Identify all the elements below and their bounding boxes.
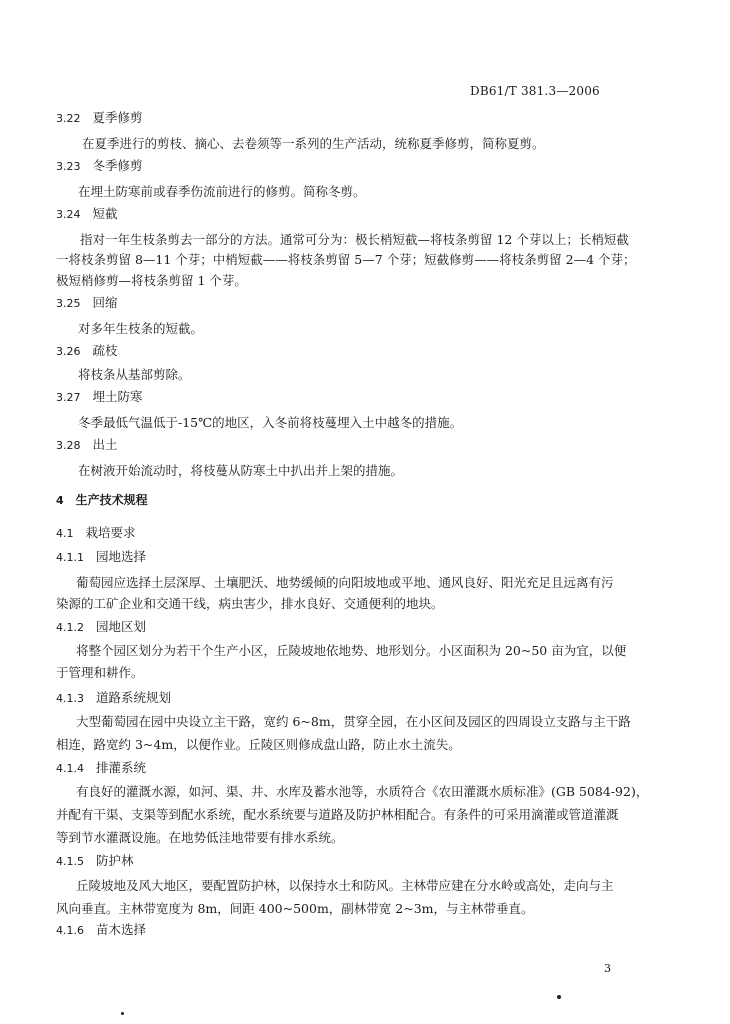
- clause-heading: [56, 204, 118, 222]
- clause-text: 一将枝条剪留 8—11 个芽；中梢短截——将枝条剪留 5—7 个芽；短截修剪——将枝条剪留 2—4 个芽；: [56, 252, 636, 267]
- clause-text: 丘陵坡地及风大地区，要配置防护林，以保持水土和防风。主林带应建在分水岭或高处，走向与主: [76, 878, 614, 893]
- clause-text: 将整个园区划分为若干个生产小区，丘陵坡地依地势、地形划分。小区面积为 20~50 亩为宜，以便: [76, 643, 627, 658]
- chapter-heading: [56, 491, 148, 508]
- clause-heading: [56, 851, 134, 869]
- clause-text: 在夏季进行的剪枝、摘心、去卷须等一系列的生产活动，统称夏季修剪，简称夏剪。: [82, 136, 545, 151]
- clause-heading: [56, 920, 146, 938]
- clause-heading: [56, 617, 146, 635]
- clause-heading: [56, 293, 118, 311]
- clause-text: 冬季最低气温低于-15℃的地区，入冬前将枝蔓埋入土中越冬的措施。: [78, 415, 463, 430]
- clause-title: 防护林: [96, 853, 134, 868]
- clause-text: 将枝条从基部剪除。: [78, 367, 191, 382]
- clause-number: 3.26: [56, 345, 81, 358]
- scan-speck: [557, 995, 561, 999]
- clause-title: 出土: [92, 437, 118, 452]
- document-id: DB61/T 381.3—2006: [470, 84, 600, 98]
- chapter-title: 生产技术规程: [75, 493, 148, 507]
- clause-number: 4.1.2: [56, 621, 84, 634]
- clause-title: 夏季修剪: [92, 110, 143, 125]
- clause-text: 相连，路宽约 3~4m，以便作业。丘陵区则修成盘山路，防止水土流失。: [56, 737, 461, 752]
- clause-text: 风向垂直。主林带宽度为 8m，间距 400~500m，副林带宽 2~3m，与主林带垂直。: [56, 901, 534, 916]
- clause-title: 园地选择: [96, 549, 147, 564]
- scan-speck: [121, 1012, 124, 1015]
- clause-number: 3.22: [56, 112, 81, 125]
- clause-heading: [56, 523, 136, 541]
- clause-text: 在树液开始流动时，将枝蔓从防寒土中扒出并上架的措施。: [78, 463, 404, 478]
- clause-title: 排灌系统: [96, 760, 147, 775]
- page-number: 3: [604, 962, 611, 975]
- clause-text: 葡萄园应选择土层深厚、土壤肥沃、地势缓倾的向阳坡地或平地、通风良好、阳光充足且远离有污: [76, 575, 614, 590]
- clause-text: 极短梢修剪—将枝条剪留 1 个芽。: [56, 273, 247, 288]
- clause-heading: [56, 688, 171, 706]
- clause-heading: [56, 108, 143, 126]
- clause-heading: [56, 341, 118, 359]
- clause-heading: [56, 547, 146, 565]
- clause-text: 等到节水灌溉设施。在地势低洼地带要有排水系统。: [56, 830, 344, 845]
- clause-heading: [56, 435, 118, 453]
- clause-title: 栽培要求: [85, 525, 136, 540]
- clause-number: 3.27: [56, 391, 81, 404]
- clause-title: 回缩: [92, 295, 118, 310]
- clause-number: 3.25: [56, 297, 81, 310]
- clause-title: 短截: [92, 206, 118, 221]
- clause-text: 有良好的灌溉水源，如河、渠、井、水库及蓄水池等，水质符合《农田灌溉水质标准》(GB 5084-92)，: [76, 784, 649, 799]
- clause-text: 并配有干渠、支渠等到配水系统，配水系统要与道路及防护林相配合。有条件的可采用滴灌或管道灌溉: [56, 807, 619, 822]
- clause-text: 染源的工矿企业和交通干线，病虫害少，排水良好、交通便利的地块。: [56, 596, 444, 611]
- clause-title: 疏枝: [92, 343, 118, 358]
- clause-text: 大型葡萄园在园中央设立主干路，宽约 6~8m，贯穿全园，在小区间及园区的四周设立支路与主干路: [76, 714, 631, 729]
- clause-text: 对多年生枝条的短截。: [78, 321, 204, 336]
- clause-number: 4.1.4: [56, 762, 84, 775]
- clause-heading: [56, 387, 143, 405]
- clause-title: 苗木选择: [96, 922, 147, 937]
- clause-text: 指对一年生枝条剪去一部分的方法。通常可分为：极长梢短截—将枝条剪留 12 个芽以上；长梢短截: [80, 232, 629, 247]
- clause-number: 4.1.5: [56, 855, 84, 868]
- clause-number: 4.1: [56, 527, 74, 540]
- clause-heading: [56, 758, 146, 776]
- clause-number: 4.1.1: [56, 551, 84, 564]
- clause-number: 3.24: [56, 208, 81, 221]
- clause-title: 道路系统规划: [96, 690, 172, 705]
- chapter-number: 4: [56, 494, 64, 507]
- clause-number: 4.1.6: [56, 924, 84, 937]
- clause-title: 埋土防寒: [92, 389, 143, 404]
- clause-text: 在埋土防寒前或春季伤流前进行的修剪。简称冬剪。: [78, 184, 366, 199]
- clause-title: 园地区划: [96, 619, 147, 634]
- clause-number: 3.28: [56, 439, 81, 452]
- clause-text: 于管理和耕作。: [56, 665, 144, 680]
- clause-number: 3.23: [56, 160, 81, 173]
- clause-title: 冬季修剪: [92, 158, 143, 173]
- clause-number: 4.1.3: [56, 692, 84, 705]
- clause-heading: [56, 156, 143, 174]
